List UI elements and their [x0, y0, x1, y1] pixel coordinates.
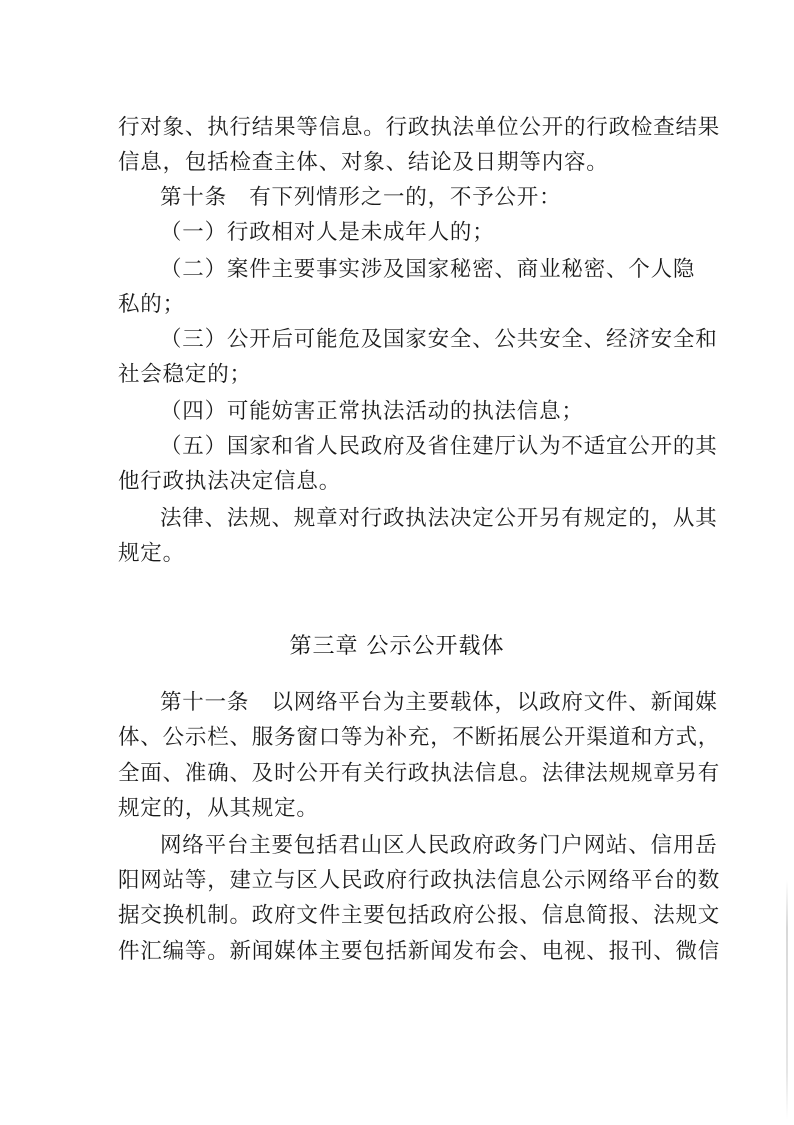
- scan-edge-shadow: [786, 880, 788, 1120]
- text-line: 据交换机制。政府文件主要包括政府公报、信息简报、法规文: [118, 903, 721, 928]
- text-line: 行对象、执行结果等信息。行政执法单位公开的行政检查结果: [118, 115, 721, 140]
- text-line: 信息，包括检查主体、对象、结论及日期等内容。: [118, 150, 609, 175]
- text-line: 他行政执法决定信息。: [118, 469, 342, 494]
- list-item-1: （一）行政相对人是未成年人的；: [160, 220, 495, 245]
- text-line: 件汇编等。新闻媒体主要包括新闻发布会、电视、报刊、微信: [118, 939, 721, 964]
- list-item-3: （三）公开后可能危及国家安全、公共安全、经济安全和: [160, 327, 718, 352]
- chapter-heading: 第三章 公示公开载体: [289, 634, 505, 659]
- text-line: 私的；: [118, 292, 185, 317]
- text-line: 阳网站等，建立与区人民政府行政执法信息公示网络平台的数: [118, 868, 721, 893]
- text-line: 规定。: [118, 541, 185, 566]
- article-11-line: 第十一条 以网络平台为主要载体，以政府文件、新闻媒: [160, 690, 718, 715]
- text-line: 全面、准确、及时公开有关行政执法信息。法律法规规章另有: [118, 761, 721, 786]
- text-line: 规定的，从其规定。: [118, 796, 319, 821]
- text-line: 社会稳定的；: [118, 362, 252, 387]
- paragraph-line: 法律、法规、规章对行政执法决定公开另有规定的，从其: [160, 506, 718, 531]
- list-item-2: （二）案件主要事实涉及国家秘密、商业秘密、个人隐: [160, 257, 696, 282]
- paragraph-line: 网络平台主要包括君山区人民政府政务门户网站、信用岳: [160, 833, 718, 858]
- article-10-line: 第十条 有下列情形之一的，不予公开：: [160, 185, 562, 210]
- list-item-4: （四）可能妨害正常执法活动的执法信息；: [160, 399, 584, 424]
- text-line: 体、公示栏、服务窗口等为补充，不断拓展公开渠道和方式，: [118, 725, 721, 750]
- list-item-5: （五）国家和省人民政府及省住建厅认为不适宜公开的其: [160, 434, 718, 459]
